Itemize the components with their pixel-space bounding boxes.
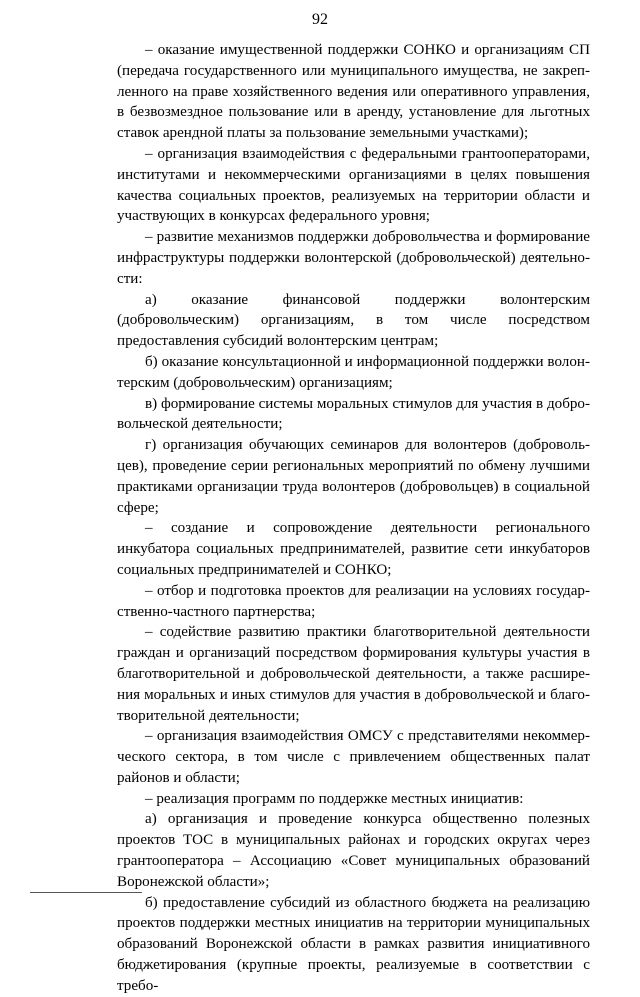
paragraph-item-b-consulting: б) оказание консультационной и информационной поддержки волонтерским (добровольческим) организациям; bbox=[117, 353, 590, 391]
page-number: 92 bbox=[312, 11, 328, 28]
footnote-separator bbox=[30, 892, 142, 893]
paragraph-item-a-tos-contest: а) организация и проведение конкурса общественно полезных проектов ТОС в муниципальных районах и городских округах через грантооператора – Ассоциацию «Совет муниципальных образований Воронежской области»; bbox=[117, 811, 590, 890]
paragraph-item-g-seminars: г) организация обучающих семинаров для волонтеров (добровольцев), проведение серии региональных мероприятий по обмену лучшими практиками организации труда волонтеров (добровольцев) в социальной сфере; bbox=[117, 437, 590, 516]
paragraph-grant-operators: – организация взаимодействия с федеральными грантооператорами, институтами и некоммерческими организациями в целях повышения качества социальных проектов, реализуемых на территории области и участвующих в конкурсах федерального уровня; bbox=[117, 145, 590, 225]
paragraph-property-support: – оказание имущественной поддержки СОНКО и организациям СП (передача государственного или муниципального имущества, не закрепленного на праве хозяйственного ведения или оперативного управления, в безвозмездное пользование или в аренду, установление для льготных ставок арендной платы за пользование земельными участками); bbox=[117, 42, 590, 142]
paragraph-volunteer-infrastructure: – развитие механизмов поддержки добровольчества и формирование инфраструктуры поддержки волонтерской (добровольческой) деятельности: bbox=[117, 229, 590, 287]
paragraph-item-b-subsidies: б) предоставление субсидий из областного бюджета на реализацию проектов поддержки местных инициатив на территории муниципальных образований Воронежской области в рамках развития инициативного бюджетирования (крупные проекты, реализуемые в соответствии с требо- bbox=[117, 894, 590, 994]
document-body bbox=[117, 40, 590, 997]
paragraph-item-v-moral-incentives: в) формирование системы моральных стимулов для участия в добровольческой деятельности; bbox=[117, 395, 590, 433]
paragraph-item-a-financial: а) оказание финансовой поддержки волонтерским (добровольческим) организациям, в том числе посредством предоставления субсидий волонтерским центрам; bbox=[117, 291, 590, 350]
paragraph-incubator: – создание и сопровождение деятельности регионального инкубатора социальных предпринимателей, развитие сети инкубаторов социальных предпринимателей и СОНКО; bbox=[117, 520, 590, 578]
paragraph-public-private: – отбор и подготовка проектов для реализации на условиях государственно-частного партнерства; bbox=[117, 582, 590, 620]
paragraph-omsu-interaction: – организация взаимодействия ОМСУ с представителями некоммерческого сектора, в том числе с привлечением общественных палат районов и области; bbox=[117, 728, 590, 786]
paragraph-local-initiatives: – реализация программ по поддержке местных инициатив: bbox=[145, 790, 524, 807]
paragraph-charity: – содействие развитию практики благотворительной деятельности граждан и организаций посредством формирования культуры участия в благотворительной и добровольческой деятельности, а также расширения моральных и иных стимулов для участия в добровольческой и благотворительной деятельности; bbox=[117, 624, 590, 724]
